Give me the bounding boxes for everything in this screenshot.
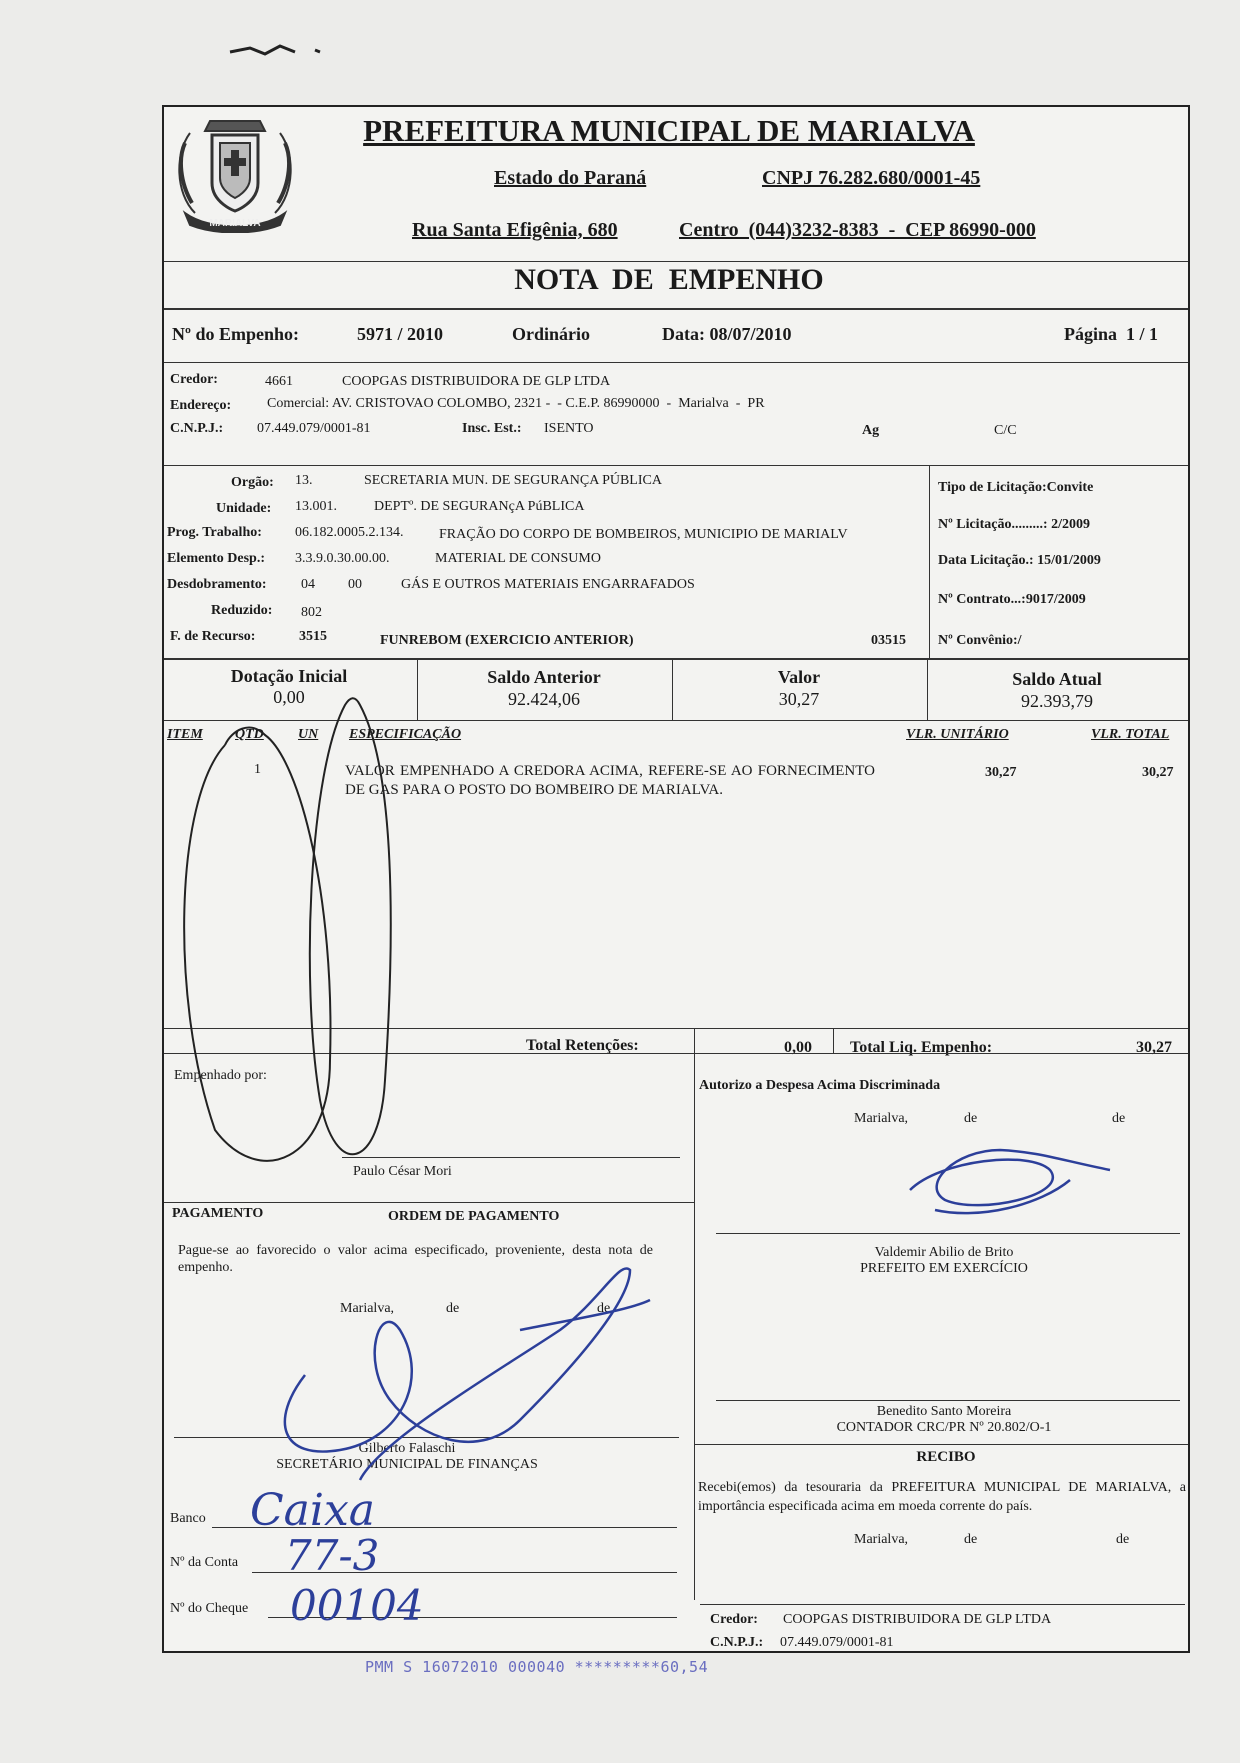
orgao-code: 13. <box>295 473 313 488</box>
pagamento-label: PAGAMENTO <box>172 1206 264 1221</box>
ie-label: Insc. Est.: <box>462 421 522 436</box>
recibo-credor-label: Credor: <box>710 1612 758 1627</box>
prog-label: Prog. Trabalho: <box>167 525 262 540</box>
ordem-label: ORDEM DE PAGAMENTO <box>388 1209 560 1224</box>
coat-of-arms-text: MARIALVA <box>209 218 261 229</box>
dotacao-label: Dotação Inicial <box>230 666 348 686</box>
desdobramento-code-2: 00 <box>348 577 362 592</box>
col-item: ITEM <box>167 727 203 742</box>
recibo-label: RECIBO <box>916 1449 976 1465</box>
contador-name: Benedito Santo Moreira <box>876 1404 1012 1419</box>
recurso-name: FUNREBOM (EXERCICIO ANTERIOR) <box>380 633 634 648</box>
col-un: UN <box>298 727 319 742</box>
pagamento-text: Pague-se ao favorecido o valor acima especificado, proveniente, desta nota de empenho. <box>178 1243 653 1275</box>
municipality-title: PREFEITURA MUNICIPAL DE MARIALVA <box>363 113 975 148</box>
valor-label: Valor <box>777 667 821 687</box>
elemento-label: Elemento Desp.: <box>167 551 265 566</box>
recurso-label: F. de Recurso: <box>170 629 256 644</box>
scan-mark <box>225 40 425 60</box>
recurso-code-2: 03515 <box>871 633 906 648</box>
unidade-label: Unidade: <box>216 501 272 516</box>
retencoes-value: 0,00 <box>784 1039 812 1056</box>
item-total-value: 30,27 <box>1142 765 1174 780</box>
autorizo-label: Autorizo a Despesa Acima Discriminada <box>699 1078 941 1093</box>
pagamento-de-2: de <box>597 1301 611 1316</box>
desdobramento-name: GÁS E OUTROS MATERIAIS ENGARRAFADOS <box>401 577 695 592</box>
empenhado-label: Empenhado por: <box>174 1068 267 1083</box>
recibo-de-2: de <box>1116 1532 1130 1547</box>
recibo-text: Recebi(emos) da tesouraria da PREFEITURA MUNICIPAL DE MARIALVA, a importância especificada acima em moeda corrente do país. <box>698 1480 1186 1514</box>
elemento-code: 3.3.9.0.30.00.00. <box>295 551 390 566</box>
secretario-title: SECRETÁRIO MUNICIPAL DE FINANÇAS <box>276 1457 538 1472</box>
prefeito-title: PREFEITO EM EXERCÍCIO <box>860 1261 1028 1276</box>
empenho-number-label: Nº do Empenho: <box>172 324 299 344</box>
recibo-credor-name: COOPGAS DISTRIBUIDORA DE GLP LTDA <box>783 1612 1052 1627</box>
conta-label: Nº da Conta <box>170 1555 239 1570</box>
empenhado-name: Paulo César Mori <box>353 1164 452 1179</box>
document-title: NOTA DE EMPENHO <box>514 263 824 296</box>
bottom-stamp: PMM S 16072010 000040 *********60,54 <box>365 1658 709 1676</box>
credor-label: Credor: <box>170 372 218 387</box>
saldo-anterior-value: 92.424,06 <box>508 689 580 709</box>
credor-name: COOPGAS DISTRIBUIDORA DE GLP LTDA <box>342 374 611 389</box>
reduzido-value: 802 <box>301 605 322 620</box>
empenho-form <box>162 105 1190 1653</box>
handwritten-cheque: 00104 <box>290 1581 424 1630</box>
empenho-date: Data: 08/07/2010 <box>662 324 792 344</box>
licitacao-number: Nº Licitação.........: 2/2009 <box>938 517 1090 532</box>
banco-label: Banco <box>170 1511 206 1526</box>
licitacao-date: Data Licitação.: 15/01/2009 <box>938 553 1101 568</box>
prog-code: 06.182.0005.2.134. <box>295 525 404 540</box>
state-label: Estado do Paraná <box>494 167 647 189</box>
autorizo-place: Marialva, <box>854 1111 909 1126</box>
prefeito-name: Valdemir Abilio de Brito <box>874 1245 1014 1260</box>
autorizo-de-2: de <box>1112 1111 1126 1126</box>
agency-label: Ag <box>862 423 880 438</box>
recibo-de-1: de <box>964 1532 978 1547</box>
dotacao-value: 0,00 <box>273 687 305 707</box>
recibo-cnpj: 07.449.079/0001-81 <box>780 1635 894 1650</box>
col-qtd: QTD <box>235 727 264 742</box>
recurso-code: 3515 <box>299 629 327 644</box>
retencoes-label: Total Retenções: <box>526 1037 639 1054</box>
orgao-name: SECRETARIA MUN. DE SEGURANÇA PÚBLICA <box>364 473 662 488</box>
handwritten-conta: 77-3 <box>285 1531 380 1580</box>
autorizo-de-1: de <box>964 1111 978 1126</box>
pagamento-de-1: de <box>446 1301 460 1316</box>
cnpj-field-label: C.N.P.J.: <box>170 421 224 436</box>
saldo-anterior-label: Saldo Anterior <box>487 667 601 687</box>
handwritten-banco: Caixa <box>250 1485 376 1536</box>
liq-label: Total Liq. Empenho: <box>850 1039 993 1056</box>
item-qty: 1 <box>254 762 261 777</box>
page-number: Página 1 / 1 <box>1064 324 1159 344</box>
liq-value: 30,27 <box>1136 1039 1172 1056</box>
saldo-atual-label: Saldo Atual <box>1012 669 1102 689</box>
recibo-place: Marialva, <box>854 1532 909 1547</box>
desdobramento-label: Desdobramento: <box>167 577 267 592</box>
pagamento-place: Marialva, <box>340 1301 395 1316</box>
contact-label: Centro (044)3232-8383 - CEP 86990-000 <box>679 219 1036 241</box>
reduzido-label: Reduzido: <box>211 603 273 618</box>
orgao-label: Orgão: <box>231 475 274 490</box>
convenio-number: Nº Convênio:/ <box>938 633 1022 648</box>
elemento-name: MATERIAL DE CONSUMO <box>435 551 601 566</box>
cheque-label: Nº do Cheque <box>170 1601 249 1616</box>
coat-of-arms <box>170 113 300 233</box>
unidade-name: DEPTº. DE SEGURANçA PúBLICA <box>374 499 585 514</box>
contract-number: Nº Contrato...:9017/2009 <box>938 592 1086 607</box>
col-unit-value: VLR. UNITÁRIO <box>906 727 1009 742</box>
address-field-label: Endereço: <box>170 398 232 413</box>
unidade-code: 13.001. <box>295 499 337 514</box>
recibo-cnpj-label: C.N.P.J.: <box>710 1635 764 1650</box>
account-label: C/C <box>994 423 1017 438</box>
ie-value: ISENTO <box>544 421 594 436</box>
contador-title: CONTADOR CRC/PR Nº 20.802/O-1 <box>836 1420 1052 1435</box>
licitacao-type: Tipo de Licitação:Convite <box>938 480 1094 495</box>
item-unit-value: 30,27 <box>985 765 1017 780</box>
cnpj-label: CNPJ 76.282.680/0001-45 <box>762 167 981 189</box>
secretario-name: Gilberto Falaschi <box>358 1441 456 1456</box>
col-spec: ESPECIFICAÇÃO <box>349 727 462 742</box>
desdobramento-code-1: 04 <box>301 577 315 592</box>
item-spec: VALOR EMPENHADO A CREDORA ACIMA, REFERE-SE AO FORNECIMENTO DE GAS PARA O POSTO DO BOMBEIRO DE MARIALVA. <box>345 763 875 798</box>
valor-value: 30,27 <box>778 689 820 709</box>
empenho-number: 5971 / 2010 <box>357 324 444 344</box>
col-total-value: VLR. TOTAL <box>1091 727 1170 742</box>
empenho-type: Ordinário <box>512 324 591 344</box>
credor-address: Comercial: AV. CRISTOVAO COLOMBO, 2321 - - C.E.P. 86990000 - Marialva - PR <box>267 396 765 411</box>
credor-code: 4661 <box>265 374 293 389</box>
prog-name: FRAÇÃO DO CORPO DE BOMBEIROS, MUNICIPIO DE MARIALV <box>439 527 848 542</box>
address-label: Rua Santa Efigênia, 680 <box>412 219 618 241</box>
saldo-atual-value: 92.393,79 <box>1021 691 1093 711</box>
credor-cnpj: 07.449.079/0001-81 <box>257 421 371 436</box>
